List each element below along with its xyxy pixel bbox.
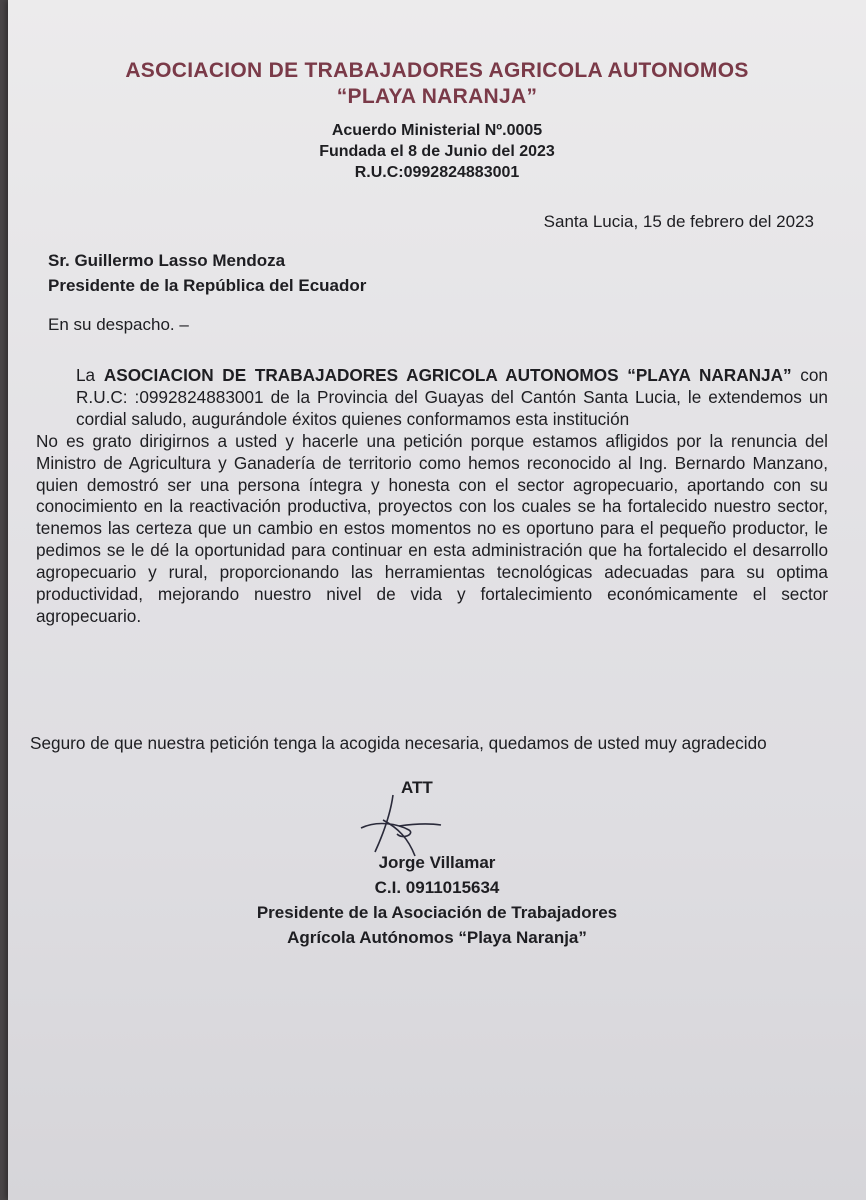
founding-date: Fundada el 8 de Junio del 2023: [319, 143, 555, 160]
org-ruc: R.U.C:0992824883001: [354, 164, 520, 181]
recipient-title: Presidente de la República del Ecuador: [48, 276, 367, 295]
letterhead-meta: [8, 120, 866, 183]
salutation: En su despacho. –: [48, 315, 189, 334]
p1-prefix: La: [76, 365, 104, 385]
letter-date: Santa Lucia, 15 de febrero del 2023: [543, 212, 814, 231]
signer-name: Jorge Villamar: [378, 853, 496, 872]
signer-id: C.I. 0911015634: [374, 878, 500, 897]
letter-page: [8, 0, 866, 1200]
org-name: ASOCIACION DE TRABAJADORES AGRICOLA AUTONOMOS: [125, 59, 749, 82]
org-nickname: “PLAYA NARANJA”: [336, 85, 538, 108]
closing-line: Seguro de que nuestra petición tenga la acogida necesaria, quedamos de usted muy agradecido: [30, 733, 767, 753]
att-label: ATT: [401, 778, 433, 797]
body-paragraph-1: [36, 365, 828, 431]
acuerdo-ministerial: Acuerdo Ministerial Nº.0005: [331, 122, 543, 139]
signer-role-1: Presidente de la Asociación de Trabajadores: [256, 903, 618, 922]
recipient-block: [48, 248, 366, 298]
letter-body: [36, 365, 828, 628]
signer-role-2: Agrícola Autónomos “Playa Naranja”: [287, 928, 587, 947]
body-paragraph-2: No es grato dirigirnos a usted y hacerle una petición porque estamos afligidos por la renuncia del Ministro de Agricultura y Ganadería de territorio como hemos reconocido al Ing. Bernardo Manzano, quien demostró ser una persona íntegra y honesta con el sector agropecuario, aportando con su conocimiento en la reactivación productiva, proyectos con los cuales se ha fortalecido nuestro sector, tenemos las certeza que un cambio en estos momentos no es oportuno para el pequeño productor, le pedimos se le dé la oportunidad para continuar en esta administración que ha fortalecido el desarrollo agropecuario y rural, proporcionando las herramientas tecnológicas adecuadas para su optima productividad, mejorando nuestro nivel de vida y fortalecimiento económicamente el sector agropecuario.: [36, 430, 828, 626]
recipient-name: Sr. Guillermo Lasso Mendoza: [48, 251, 286, 270]
p1-org-name: ASOCIACION DE TRABAJADORES AGRICOLA AUTONOMOS “PLAYA NARANJA”: [103, 365, 792, 385]
signature-block: [8, 850, 866, 950]
letterhead-title: [8, 58, 866, 110]
p1-rest: con R.U.C: :0992824883001 de la Provincia del Guayas del Cantón Santa Lucia, le extendemos un cordial saludo, augurándole éxitos quienes conformamos esta institución: [76, 365, 828, 429]
